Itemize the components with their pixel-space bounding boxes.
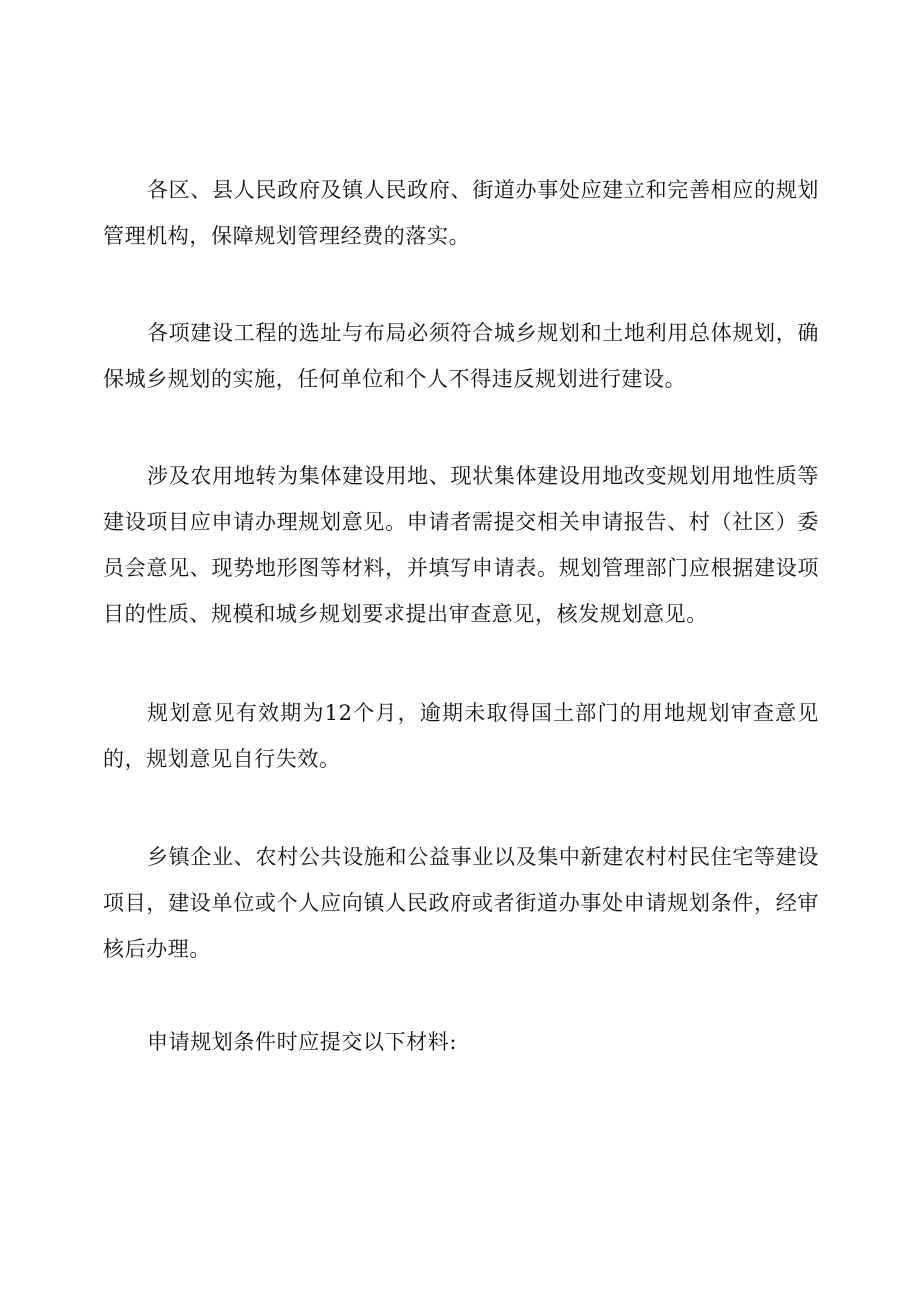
paragraph-land-conversion: 涉及农用地转为集体建设用地、现状集体建设用地改变规划用地性质等建设项目应申请办理规划意见。申请者需提交相关申请报告、村（社区）委员会意见、现势地形图等材料，并填写申请表。规划管理部门应根据建设项目的性质、规模和城乡规划要求提出审查意见，核发规划意见。	[103, 464, 819, 626]
paragraph-planning-agencies: 各区、县人民政府及镇人民政府、街道办事处应建立和完善相应的规划管理机构，保障规划管理经费的落实。	[103, 178, 819, 248]
paragraph-site-selection: 各项建设工程的选址与布局必须符合城乡规划和土地利用总体规划，确保城乡规划的实施，任何单位和个人不得违反规划进行建设。	[103, 321, 819, 391]
paragraph-validity-period: 规划意见有效期为12个月，逾期未取得国土部门的用地规划审查意见的，规划意见自行失效。	[103, 701, 819, 771]
paragraph-township-projects: 乡镇企业、农村公共设施和公益事业以及集中新建农村村民住宅等建设项目，建设单位或个人应向镇人民政府或者街道办事处申请规划条件，经审核后办理。	[103, 845, 819, 961]
paragraph-materials-intro: 申请规划条件时应提交以下材料:	[147, 1030, 458, 1054]
